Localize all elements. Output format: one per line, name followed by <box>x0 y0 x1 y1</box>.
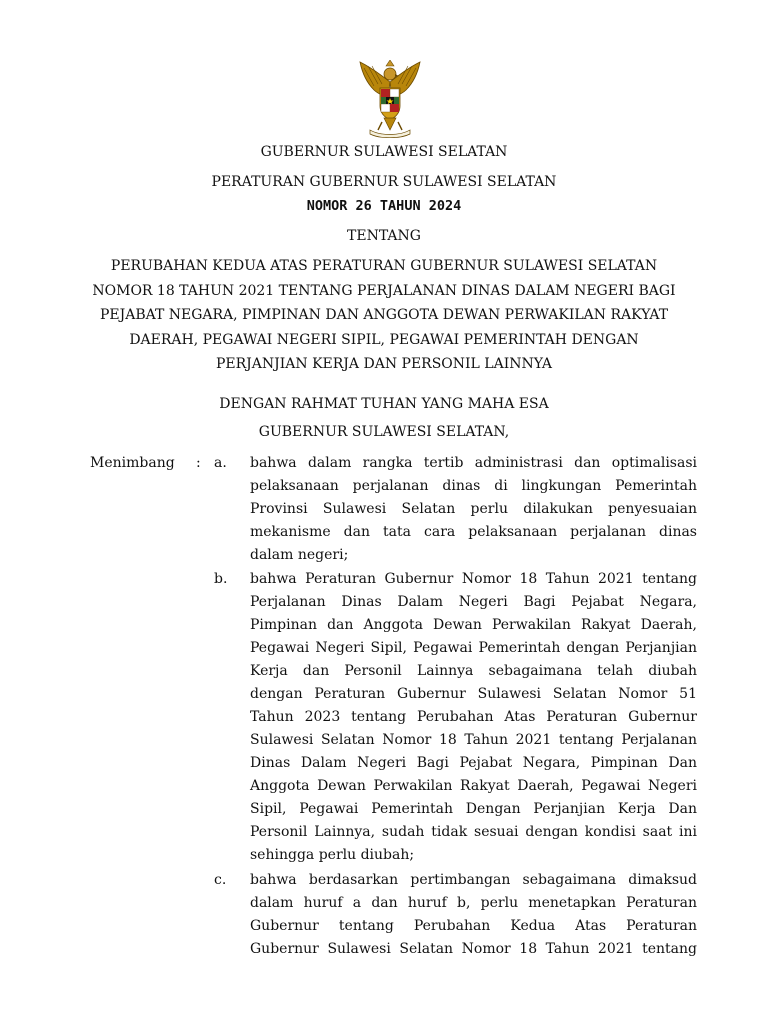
text-line: dalam negeri; <box>250 547 349 563</box>
item-text-a <box>250 452 697 567</box>
header-peraturan: PERATURAN GUBERNUR SULAWESI SELATAN <box>211 174 557 190</box>
title-line: PERJANJIAN KERJA DAN PERSONIL LAINNYA <box>215 356 552 373</box>
header-gubernur: GUBERNUR SULAWESI SELATAN <box>260 144 508 160</box>
text-line: Perjalanan Dinas Dalam Negeri Bagi Pejabat Negara, <box>250 594 697 610</box>
text-line: Kerja dan Personil Lainnya sebagaimana telah diubah <box>250 663 697 679</box>
rahmat-line: DENGAN RAHMAT TUHAN YANG MAHA ESA <box>219 396 549 412</box>
item-letter-b: b. <box>214 571 228 587</box>
text-line: mekanisme dan tata cara pelaksanaan perjalanan dinas <box>250 524 697 540</box>
text-line: bahwa Peraturan Gubernur Nomor 18 Tahun 2021 tentang <box>250 571 697 587</box>
item-text-c <box>250 869 697 961</box>
text-line: Anggota Dewan Perwakilan Rakyat Daerah, Pegawai Negeri <box>250 778 697 794</box>
text-line: Personil Lainnya, sudah tidak sesuai dengan kondisi saat ini <box>250 824 697 840</box>
regulation-title <box>0 254 768 377</box>
text-line: dalam huruf a dan huruf b, perlu menetapkan Peraturan <box>250 895 697 911</box>
text-line: bahwa berdasarkan pertimbangan sebagaimana dimaksud <box>250 872 697 888</box>
menimbang-label: Menimbang <box>90 455 175 471</box>
item-letter-a: a. <box>214 455 227 471</box>
text-line: Gubernur Sulawesi Selatan Nomor 18 Tahun 2021 tentang <box>250 941 697 957</box>
title-line: NOMOR 18 TAHUN 2021 TENTANG PERJALANAN DINAS DALAM NEGERI BAGI <box>92 282 676 299</box>
title-line: PERUBAHAN KEDUA ATAS PERATURAN GUBERNUR SULAWESI SELATAN <box>110 258 658 274</box>
text-line: Sipil, Pegawai Pemerintah Dengan Perjanjian Kerja Dan <box>250 801 697 817</box>
item-letter-c: c. <box>214 872 227 888</box>
text-line: dengan Peraturan Gubernur Sulawesi Selatan Nomor 51 <box>250 686 697 702</box>
header-nomor: NOMOR 26 TAHUN 2024 <box>306 198 462 214</box>
header-tentang: TENTANG <box>347 228 421 244</box>
text-line: Provinsi Sulawesi Selatan perlu dilakukan penyesuaian <box>250 501 697 517</box>
item-text-b <box>250 568 697 867</box>
text-line: Tahun 2023 tentang Perubahan Atas Peraturan Gubernur <box>250 709 697 725</box>
text-line: Pimpinan dan Anggota Dewan Perwakilan Rakyat Daerah, <box>250 617 697 633</box>
text-line: sehingga perlu diubah; <box>250 847 415 863</box>
text-line: Dinas Dalam Negeri Bagi Pejabat Negara, Pimpinan Dan <box>250 755 697 771</box>
text-line: bahwa dalam rangka tertib administrasi dan optimalisasi <box>250 455 697 471</box>
title-line: DAERAH, PEGAWAI NEGERI SIPIL, PEGAWAI PEMERINTAH DENGAN <box>129 331 639 348</box>
text-line: pelaksanaan perjalanan dinas di lingkungan Pemerintah <box>250 478 697 494</box>
text-line: Sulawesi Selatan Nomor 18 Tahun 2021 tentang Perjalanan <box>250 732 697 748</box>
menimbang-colon: : <box>196 455 201 471</box>
title-line: PEJABAT NEGARA, PIMPINAN DAN ANGGOTA DEWAN PERWAKILAN RAKYAT <box>99 307 669 324</box>
text-line: Gubernur tentang Perubahan Kedua Atas Peraturan <box>250 918 697 934</box>
gubernur-comma-line: GUBERNUR SULAWESI SELATAN, <box>258 424 510 440</box>
text-line: Pegawai Negeri Sipil, Pegawai Pemerintah dengan Perjanjian <box>250 640 697 656</box>
garuda-emblem-icon <box>358 60 422 138</box>
